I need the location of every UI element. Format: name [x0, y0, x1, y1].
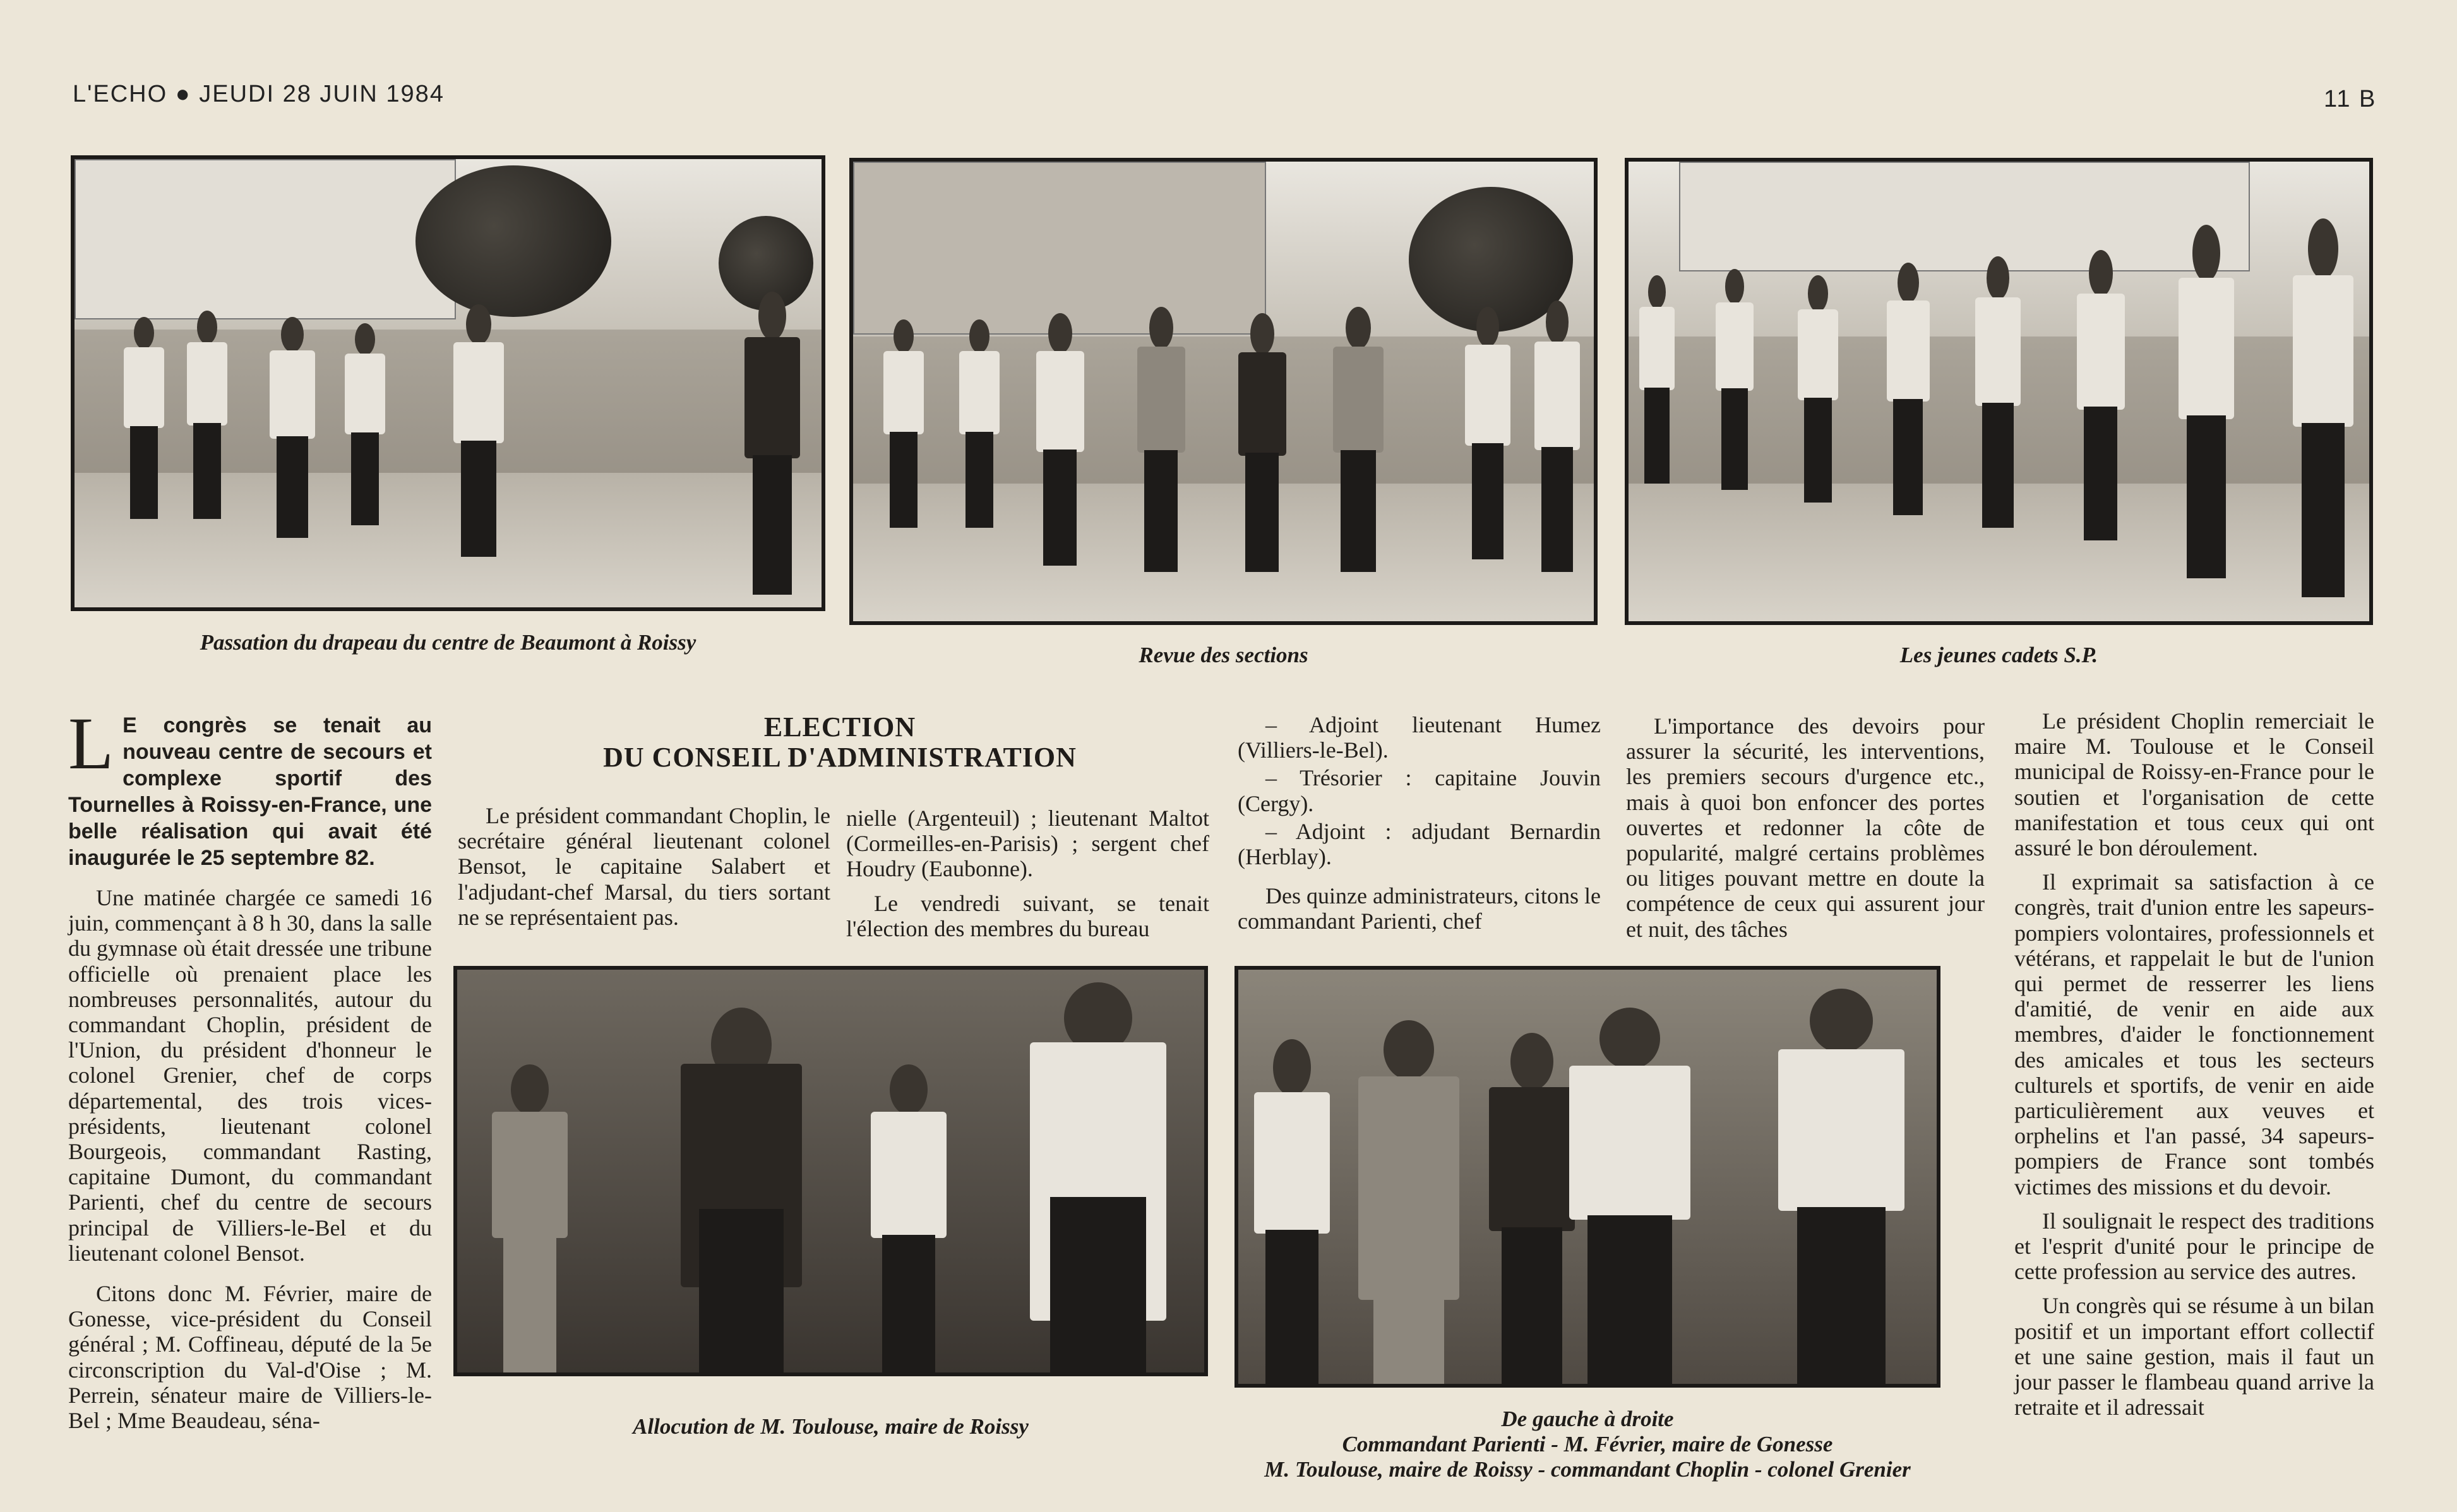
caption-photo-4: Allocution de M. Toulouse, maire de Roissy: [633, 1414, 1029, 1439]
article-lead: [68, 702, 432, 871]
paragraph: Le vendredi suivant, se tenait l'élection des membres du bureau: [846, 890, 1209, 941]
article-column-3: [846, 806, 1209, 950]
paragraph: Un congrès qui se résume à un bilan positif et un important effort collectif et une saine gestion, mais il faut un jour passer le flambeau quand arrive la retraite et il adressait: [2014, 1293, 2374, 1420]
article-column-1: [68, 702, 432, 1442]
photo-section-review: [849, 158, 1598, 625]
article-column-6: [2014, 708, 2374, 1429]
article-column-5: [1626, 713, 1985, 951]
masthead-date: L'ECHO ● JEUDI 28 JUIN 1984: [73, 81, 445, 107]
paragraph: – Trésorier : capitaine Jouvin (Cergy).: [1238, 765, 1601, 816]
paragraph: L'importance des devoirs pour assurer la sécurité, les interventions, les premiers secours d'urgence etc., mais à quoi bon enfoncer des portes ouvertes et redonner la côte de popularité, malgré certains problèmes ou litiges pouvant mettre en doute la compétence de ceux qui assurent jour et nuit, des tâches: [1626, 713, 1985, 942]
article-column-4: [1238, 712, 1601, 943]
caption-photo-3: Les jeunes cadets S.P.: [1899, 643, 2098, 667]
drop-cap: L: [68, 702, 114, 785]
paragraph: Il exprimait sa satisfaction à ce congrès, trait d'union entre les sapeurs-pompiers volontaires, professionnels et vétérans, et rappelait le but de l'union qui permet de resserrer les liens d'amitié, de venir en aide aux membres, d'aider le fonctionnement des amicales et tous les secteurs culturels et sportifs, de venir en aide particulièrement aux veuves et orphelins et l'an passé, 34 sapeurs-pompiers de France sont tombés victimes des missions et du devoir.: [2014, 869, 2374, 1199]
caption-photo-1: Passation du drapeau du centre de Beaumont à Roissy: [200, 630, 696, 655]
caption-line: De gauche à droite: [1501, 1407, 1674, 1431]
article-column-2: [458, 803, 830, 939]
caption-line: M. Toulouse, maire de Roissy - commandant Choplin - colonel Grenier: [1264, 1457, 1911, 1482]
paragraph: Une matinée chargée ce samedi 16 juin, commençant à 8 h 30, dans la salle du gymnase où était dressée une tribune officielle où prenaient place les nombreuses personnalités, autour du commandant Choplin, président de l'Union, du président d'honneur le colonel Grenier, chef de corps départemental, des trois vices-présidents, lieutenant colonel Bourgeois, commandant Rasting, capitaine Dumont, du commandant Parienti, chef du centre de secours principal de Villiers-le-Bel et du lieutenant colonel Bensot.: [68, 885, 432, 1266]
photo-young-cadets: [1625, 158, 2373, 625]
paragraph: – Adjoint lieutenant Humez (Villiers-le-Bel).: [1238, 712, 1601, 763]
paragraph: Citons donc M. Février, maire de Gonesse, vice-président du Conseil général ; M. Coffineau, député de la 5e circonscription du Val-d'Oise ; M. Perrein, sénateur maire de Villiers-le-Bel ; Mme Beaudeau, séna-: [68, 1281, 432, 1434]
paragraph: Il soulignait le respect des traditions et l'esprit d'unité pour le principe de cette profession au service des autres.: [2014, 1208, 2374, 1285]
paragraph: Le président commandant Choplin, le secrétaire général lieutenant colonel Bensot, le capitaine Salabert et l'adjudant-chef Marsal, du tiers sortant ne se représentaient pas.: [458, 803, 830, 930]
headline-line-2: DU CONSEIL D'ADMINISTRATION: [603, 742, 1077, 773]
photo-officials-group: [1234, 966, 1940, 1388]
caption-photo-2: Revue des sections: [1139, 643, 1308, 667]
page-number: 11 B: [2324, 86, 2377, 112]
caption-photo-5: [1234, 1407, 1940, 1482]
headline-line-1: ELECTION: [763, 711, 916, 742]
paragraph: Le président Choplin remerciait le maire M. Toulouse et le Conseil municipal de Roissy-en-France pour le soutien et l'organisation de cette manifestation et tous ceux qui ont assuré le bon déroulement.: [2014, 708, 2374, 861]
paragraph: Des quinze administrateurs, citons le commandant Parienti, chef: [1238, 883, 1601, 934]
lead-text: E congrès se tenait au nouveau centre de secours et complexe sportif des Tournelles à Roissy-en-France, une belle réalisation qui avait été inaugurée le 25 septembre 82.: [68, 713, 432, 870]
photo-speech-toulouse: [453, 966, 1208, 1376]
photo-flag-handover: [71, 155, 825, 611]
section-headline: [455, 712, 1225, 773]
paragraph: – Adjoint : adjudant Bernardin (Herblay).: [1238, 818, 1601, 870]
caption-line: Commandant Parienti - M. Février, maire de Gonesse: [1342, 1432, 1833, 1456]
paragraph: nielle (Argenteuil) ; lieutenant Maltot (Cormeilles-en-Parisis) ; sergent chef Houdry (Eaubonne).: [846, 806, 1209, 882]
